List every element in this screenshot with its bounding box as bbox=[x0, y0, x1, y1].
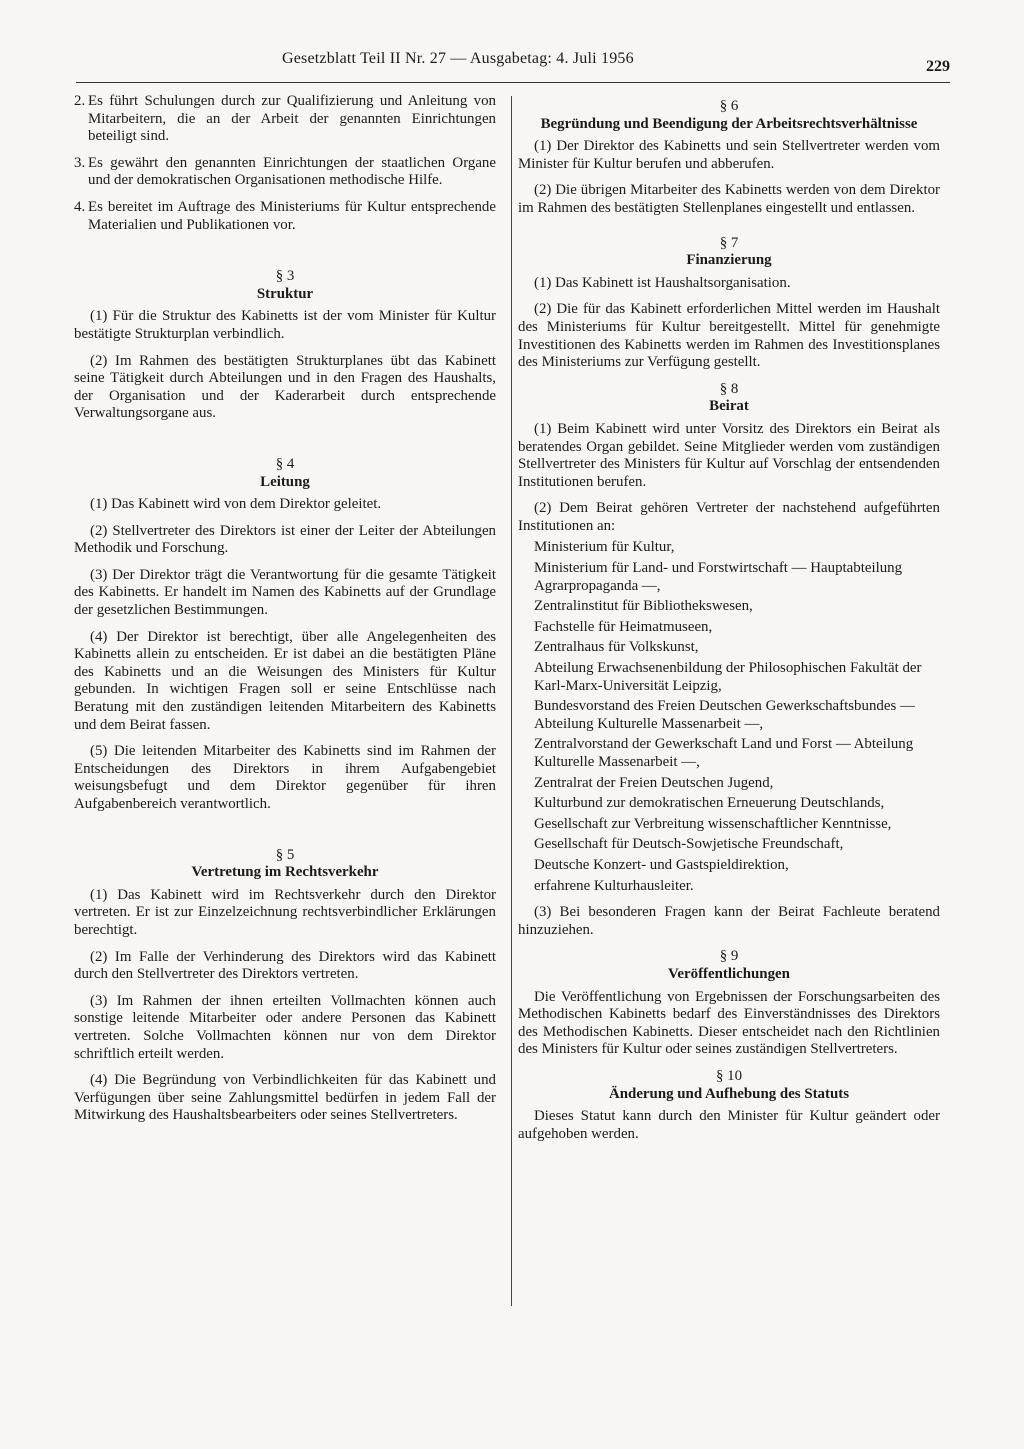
paragraph: (2) Die für das Kabinett erforderlichen Mittel werden im Haushalt des Ministeriums für Kultur bereitgestellt. Mittel für genehmigte Investitionen des Kabinetts werden im Rahmen des Investitionsplanes des Ministeriums zur Verfügung gestellt. bbox=[518, 301, 940, 371]
section-heading-struktur: Struktur bbox=[256, 285, 314, 302]
list-item: 4. Es bereitet im Auftrage des Ministeriums für Kultur entsprechende Materialien und Publikationen vor. bbox=[74, 198, 496, 233]
header-rule bbox=[76, 82, 950, 83]
list-item: Ministerium für Land- und Forstwirtschaft — Hauptabteilung Agrarpropaganda —, bbox=[534, 560, 903, 594]
list-item: 2. Es führt Schulungen durch zur Qualifizierung und Anleitung von Mitarbeitern, die an der Arbeit der genannten Einrichtungen beteiligt sind. bbox=[74, 93, 496, 145]
section-number-10: § 10 bbox=[715, 1067, 743, 1084]
paragraph: (3) Bei besonderen Fragen kann der Beirat Fachleute beratend hinzuziehen. bbox=[518, 904, 940, 938]
column-divider bbox=[511, 96, 512, 1306]
paragraph: (4) Der Direktor ist berechtigt, über alle Angelegenheiten des Kabinetts allein zu entscheiden. Er ist dabei an die bestätigten Pläne des Kabinetts und an die Weisungen des Ministers für Kultur gebunden. In wichtigen Fragen soll er seine Entschlüsse nach Beratung mit den zuständigen leitenden Mitarbeitern des Kabinetts und dem Beirat fassen. bbox=[74, 628, 496, 733]
paragraph: Die Veröffentlichung von Ergebnissen der Forschungsarbeiten des Methodischen Kabinetts bedarf des Einverständnisses des Direktors des Methodischen Kabinetts. Dieser entscheidet nach den Richtlinien des Ministers für Kultur oder seines zuständigen Stellvertreters. bbox=[518, 988, 940, 1058]
paragraph: (2) Dem Beirat gehören Vertreter der nachstehend aufgeführten Institutionen an: bbox=[518, 500, 940, 534]
list-item: Kulturbund zur demokratischen Erneuerung Deutschlands, bbox=[534, 795, 885, 812]
paragraph: (2) Im Falle der Verhinderung des Direktors wird das Kabinett durch den Stellvertreter des Direktors vertreten. bbox=[74, 948, 496, 983]
section-heading-beirat: Beirat bbox=[709, 398, 749, 415]
section-number-8: § 8 bbox=[719, 380, 739, 397]
paragraph: (1) Beim Kabinett wird unter Vorsitz des Direktors ein Beirat als beratendes Organ gebildet. Seine Mitglieder werden vom zuständigen Stellvertreter des Ministers für Kultur auf Vorschlag der entsendenden Institutionen berufen. bbox=[518, 420, 940, 490]
list-item: Gesellschaft zur Verbreitung wissenschaftlicher Kenntnisse, bbox=[534, 815, 892, 832]
list-item: erfahrene Kulturhausleiter. bbox=[534, 877, 694, 894]
list-item: Zentralinstitut für Bibliothekswesen, bbox=[534, 598, 753, 615]
list-item: Bundesvorstand des Freien Deutschen Gewerkschaftsbundes — Abteilung Kulturelle Massenarbeit —, bbox=[534, 698, 915, 732]
section-number-7: § 7 bbox=[719, 234, 739, 251]
list-item: Zentralhaus für Volkskunst, bbox=[534, 639, 699, 656]
right-column bbox=[518, 98, 940, 1152]
page-number: 229 bbox=[926, 58, 950, 75]
list-item: 3. Es gewährt den genannten Einrichtungen der staatlichen Organe und der demokratischen Organisationen methodische Hilfe. bbox=[74, 154, 496, 189]
journal-title: Gesetzblatt Teil II Nr. 27 — Ausgabetag: 4. Juli 1956 bbox=[282, 50, 634, 67]
paragraph: (1) Das Kabinett wird im Rechtsverkehr durch den Direktor vertreten. Er ist zur Einzelzeichnung rechtsverbindlicher Erklärungen berechtigt. bbox=[74, 886, 496, 938]
list-item: Fachstelle für Heimatmuseen, bbox=[534, 618, 713, 635]
list-item: Zentralrat der Freien Deutschen Jugend, bbox=[534, 774, 774, 791]
list-item: Abteilung Erwachsenenbildung der Philosophischen Fakultät der Karl-Marx-Universität Leipzig, bbox=[534, 660, 922, 694]
paragraph: (5) Die leitenden Mitarbeiter des Kabinetts sind im Rahmen der Entscheidungen des Direktors in ihrem Aufgabengebiet weisungsbefugt und dem Direktor gegenüber für ihren Aufgabenbereich verantwortlich. bbox=[74, 743, 496, 812]
section-heading-aenderung: Änderung und Aufhebung des Statuts bbox=[609, 1085, 849, 1102]
list-item: Deutsche Konzert- und Gastspieldirektion, bbox=[534, 856, 789, 873]
paragraph: Dieses Statut kann durch den Minister für Kultur geändert oder aufgehoben werden. bbox=[518, 1108, 940, 1142]
paragraph: (3) Im Rahmen der ihnen erteilten Vollmachten können auch sonstige leitende Mitarbeiter oder andere Personen das Kabinett vertreten. Solche Vollmachten können nur von dem Direktor schriftlich erteilt werden. bbox=[74, 992, 496, 1062]
section-heading-vertretung: Vertretung im Rechtsverkehr bbox=[191, 864, 379, 881]
section-number-6: § 6 bbox=[719, 98, 739, 114]
section-heading-leitung: Leitung bbox=[260, 473, 310, 490]
section-number-9: § 9 bbox=[719, 948, 739, 965]
paragraph: (2) Stellvertreter des Direktors ist einer der Leiter der Abteilungen Methodik und Forschung. bbox=[74, 522, 496, 557]
list-item: Zentralvorstand der Gewerkschaft Land und Forst — Abteilung Kulturelle Massenarbeit —, bbox=[534, 736, 914, 770]
section-heading-veroeffentlichungen: Veröffentlichungen bbox=[668, 965, 790, 982]
paragraph: (1) Der Direktor des Kabinetts und sein Stellvertreter werden vom Minister für Kultur berufen und abberufen. bbox=[518, 138, 940, 172]
paragraph: (1) Das Kabinett wird von dem Direktor geleitet. bbox=[90, 496, 382, 513]
list-item: Gesellschaft für Deutsch-Sowjetische Freundschaft, bbox=[534, 836, 844, 853]
paragraph: (1) Das Kabinett ist Haushaltsorganisation. bbox=[534, 274, 791, 291]
section-heading-arbeitsrecht: Begründung und Beendigung der Arbeitsrechtsverhältnisse bbox=[540, 115, 918, 132]
list-item: Ministerium für Kultur, bbox=[534, 539, 675, 556]
paragraph: (2) Im Rahmen des bestätigten Strukturplanes übt das Kabinett seine Tätigkeit durch Abteilungen und in den Fragen des Haushalts, der Organisation und der Kaderarbeit durch entsprechende Verwaltungsorgane aus. bbox=[74, 352, 496, 422]
section-number-3: § 3 bbox=[275, 268, 295, 285]
paragraph: (2) Die übrigen Mitarbeiter des Kabinetts werden von dem Direktor im Rahmen des bestätigten Stellenplanes eingestellt und entlassen. bbox=[518, 182, 940, 216]
section-number-5: § 5 bbox=[275, 846, 295, 863]
paragraph: (4) Die Begründung von Verbindlichkeiten für das Kabinett und Verfügungen über seine Zahlungsmittel bedürfen in jedem Fall der Mitwirkung des Haushaltsbearbeiters oder seines Stellvertreters. bbox=[74, 1072, 496, 1124]
paragraph: (1) Für die Struktur des Kabinetts ist der vom Minister für Kultur bestätigte Strukturplan verbindlich. bbox=[74, 308, 496, 342]
left-column bbox=[74, 93, 496, 1134]
section-number-4: § 4 bbox=[275, 455, 295, 472]
section-heading-finanzierung: Finanzierung bbox=[686, 252, 772, 269]
paragraph: (3) Der Direktor trägt die Verantwortung für die gesamte Tätigkeit des Kabinetts. Er handelt im Namen des Kabinetts auf der Grundlage der gesetzlichen Bestimmungen. bbox=[74, 566, 496, 619]
